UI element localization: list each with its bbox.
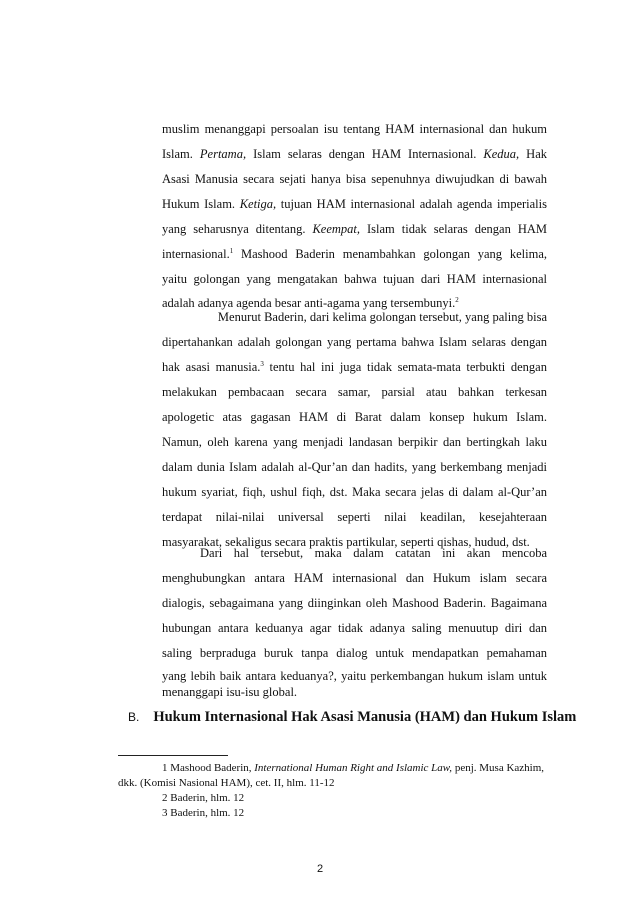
text-span: apologetic atas gagasan HAM di Barat dalam konsep hukum Islam. bbox=[162, 410, 547, 424]
text-span: Islam selaras dengan HAM Internasional. bbox=[246, 147, 484, 161]
text-span: adalah adanya agenda besar anti-agama yang tersembunyi. bbox=[162, 296, 456, 310]
footnote-text: penj. Musa Kazhim, bbox=[452, 762, 545, 774]
footnote-3 bbox=[162, 806, 244, 820]
italic-term: Kedua, bbox=[483, 147, 520, 161]
text-line bbox=[162, 570, 547, 586]
text-span: yang seharusnya ditentang. bbox=[162, 222, 313, 236]
text-span: Islam. bbox=[162, 147, 200, 161]
text-span: muslim menanggapi persoalan isu tentang HAM internasional dan hukum bbox=[162, 122, 547, 136]
text-span: hak asasi manusia. bbox=[162, 360, 261, 374]
text-line bbox=[162, 221, 547, 237]
text-line bbox=[162, 459, 547, 475]
footnote-text: dkk. (Komisi Nasional HAM), cet. II, hlm. 11-12 bbox=[118, 777, 335, 789]
text-span: saling berpraduga buruk tanpa dialog untuk mendapatkan pemahaman bbox=[162, 646, 547, 660]
footnote-separator bbox=[118, 755, 228, 756]
text-span: melakukan pembacaan secara samar, parsial atau bahkan terkesan bbox=[162, 385, 547, 399]
text-line bbox=[162, 334, 547, 350]
text-span: Menurut Baderin, dari kelima golongan tersebut, yang paling bisa bbox=[217, 310, 547, 324]
text-line bbox=[162, 196, 547, 212]
text-line bbox=[200, 545, 547, 561]
italic-term: Ketiga, bbox=[239, 197, 277, 211]
text-span: Islam tidak selaras dengan HAM bbox=[360, 222, 547, 236]
text-line bbox=[162, 645, 547, 661]
footnote-1-continued bbox=[118, 776, 335, 790]
text-line bbox=[162, 246, 547, 262]
text-line bbox=[162, 271, 547, 287]
text-span: yaitu golongan yang mengatakan bahwa tujuan dari HAM internasional bbox=[162, 272, 547, 286]
text-line bbox=[162, 146, 547, 162]
text-span: tentu hal ini juga tidak semata-mata terbukti dengan bbox=[263, 360, 547, 374]
footnote-ref[interactable]: 3 bbox=[260, 359, 264, 368]
text-span: dialogis, sebagaimana yang diinginkan oleh Mashood Baderin. Bagaimana bbox=[162, 596, 547, 610]
text-line bbox=[207, 309, 547, 325]
footnote-title: International Human Right and Islamic Law, bbox=[254, 762, 453, 774]
text-span: hukum syariat, fiqh, ushul fiqh, dst. Maka secara jelas di dalam al-Qur’an bbox=[162, 485, 547, 499]
text-span: Dari hal tersebut, maka dalam catatan ini akan mencoba bbox=[200, 546, 547, 560]
text-line bbox=[162, 409, 547, 425]
section-letter: B. bbox=[128, 710, 140, 724]
text-line bbox=[162, 359, 547, 375]
italic-term: Keempat, bbox=[312, 222, 361, 236]
footnote-1 bbox=[162, 761, 544, 775]
text-span: tujuan HAM internasional adalah agenda imperialis bbox=[276, 197, 547, 211]
text-span: Hukum Islam. bbox=[162, 197, 240, 211]
text-line bbox=[162, 620, 547, 636]
text-span: internasional. bbox=[162, 247, 230, 261]
text-span: Asasi Manusia secara sejati hanya bisa sepenuhnya diwujudkan di bawah bbox=[162, 172, 547, 186]
section-title: Hukum Internasional Hak Asasi Manusia (HAM) dan Hukum Islam bbox=[153, 709, 577, 725]
text-line bbox=[162, 684, 547, 700]
text-span: dipertahankan adalah golongan yang pertama bahwa Islam selaras dengan bbox=[162, 335, 547, 349]
footnote-2 bbox=[162, 791, 244, 805]
text-line bbox=[162, 171, 547, 187]
text-span: Mashood Baderin menambahkan golongan yang kelima, bbox=[233, 247, 547, 261]
text-span: menghubungkan antara HAM internasional dan Hukum islam secara bbox=[162, 571, 547, 585]
section-heading bbox=[128, 709, 576, 726]
text-line bbox=[162, 484, 547, 500]
footnote-text: 1 Mashood Baderin, bbox=[162, 762, 255, 774]
footnote-text: 2 Baderin, hlm. 12 bbox=[162, 792, 245, 804]
text-span: Hak bbox=[519, 147, 547, 161]
page-number: 2 bbox=[316, 863, 324, 875]
text-line bbox=[162, 384, 547, 400]
text-span: masyarakat, sekaligus secara praktis partikular, seperti qishas, hudud, dst. bbox=[162, 535, 530, 549]
text-line bbox=[162, 509, 547, 525]
italic-term: Pertama, bbox=[199, 147, 247, 161]
text-line bbox=[162, 434, 547, 450]
footnote-ref[interactable]: 2 bbox=[455, 295, 459, 304]
text-span: terdapat nilai-nilai universal seperti nilai keadilan, kesejahteraan bbox=[162, 510, 547, 524]
footnote-text: 3 Baderin, hlm. 12 bbox=[162, 807, 245, 819]
text-span: Namun, oleh karena yang menjadi landasan berpikir dan bertingkah laku bbox=[162, 435, 547, 449]
text-span: hubungan antara keduanya agar tidak adanya saling menuutup diri dan bbox=[162, 621, 547, 635]
text-line bbox=[162, 668, 547, 684]
text-line bbox=[162, 121, 547, 137]
text-span: dalam dunia Islam adalah al-Qur’an dan hadits, yang berkembang menjadi bbox=[162, 460, 547, 474]
footnote-ref[interactable]: 1 bbox=[229, 246, 234, 255]
text-span: yang lebih baik antara keduanya?, yaitu perkembangan hukum islam untuk bbox=[162, 669, 547, 683]
text-line bbox=[162, 595, 547, 611]
text-span: menanggapi isu-isu global. bbox=[162, 685, 298, 699]
